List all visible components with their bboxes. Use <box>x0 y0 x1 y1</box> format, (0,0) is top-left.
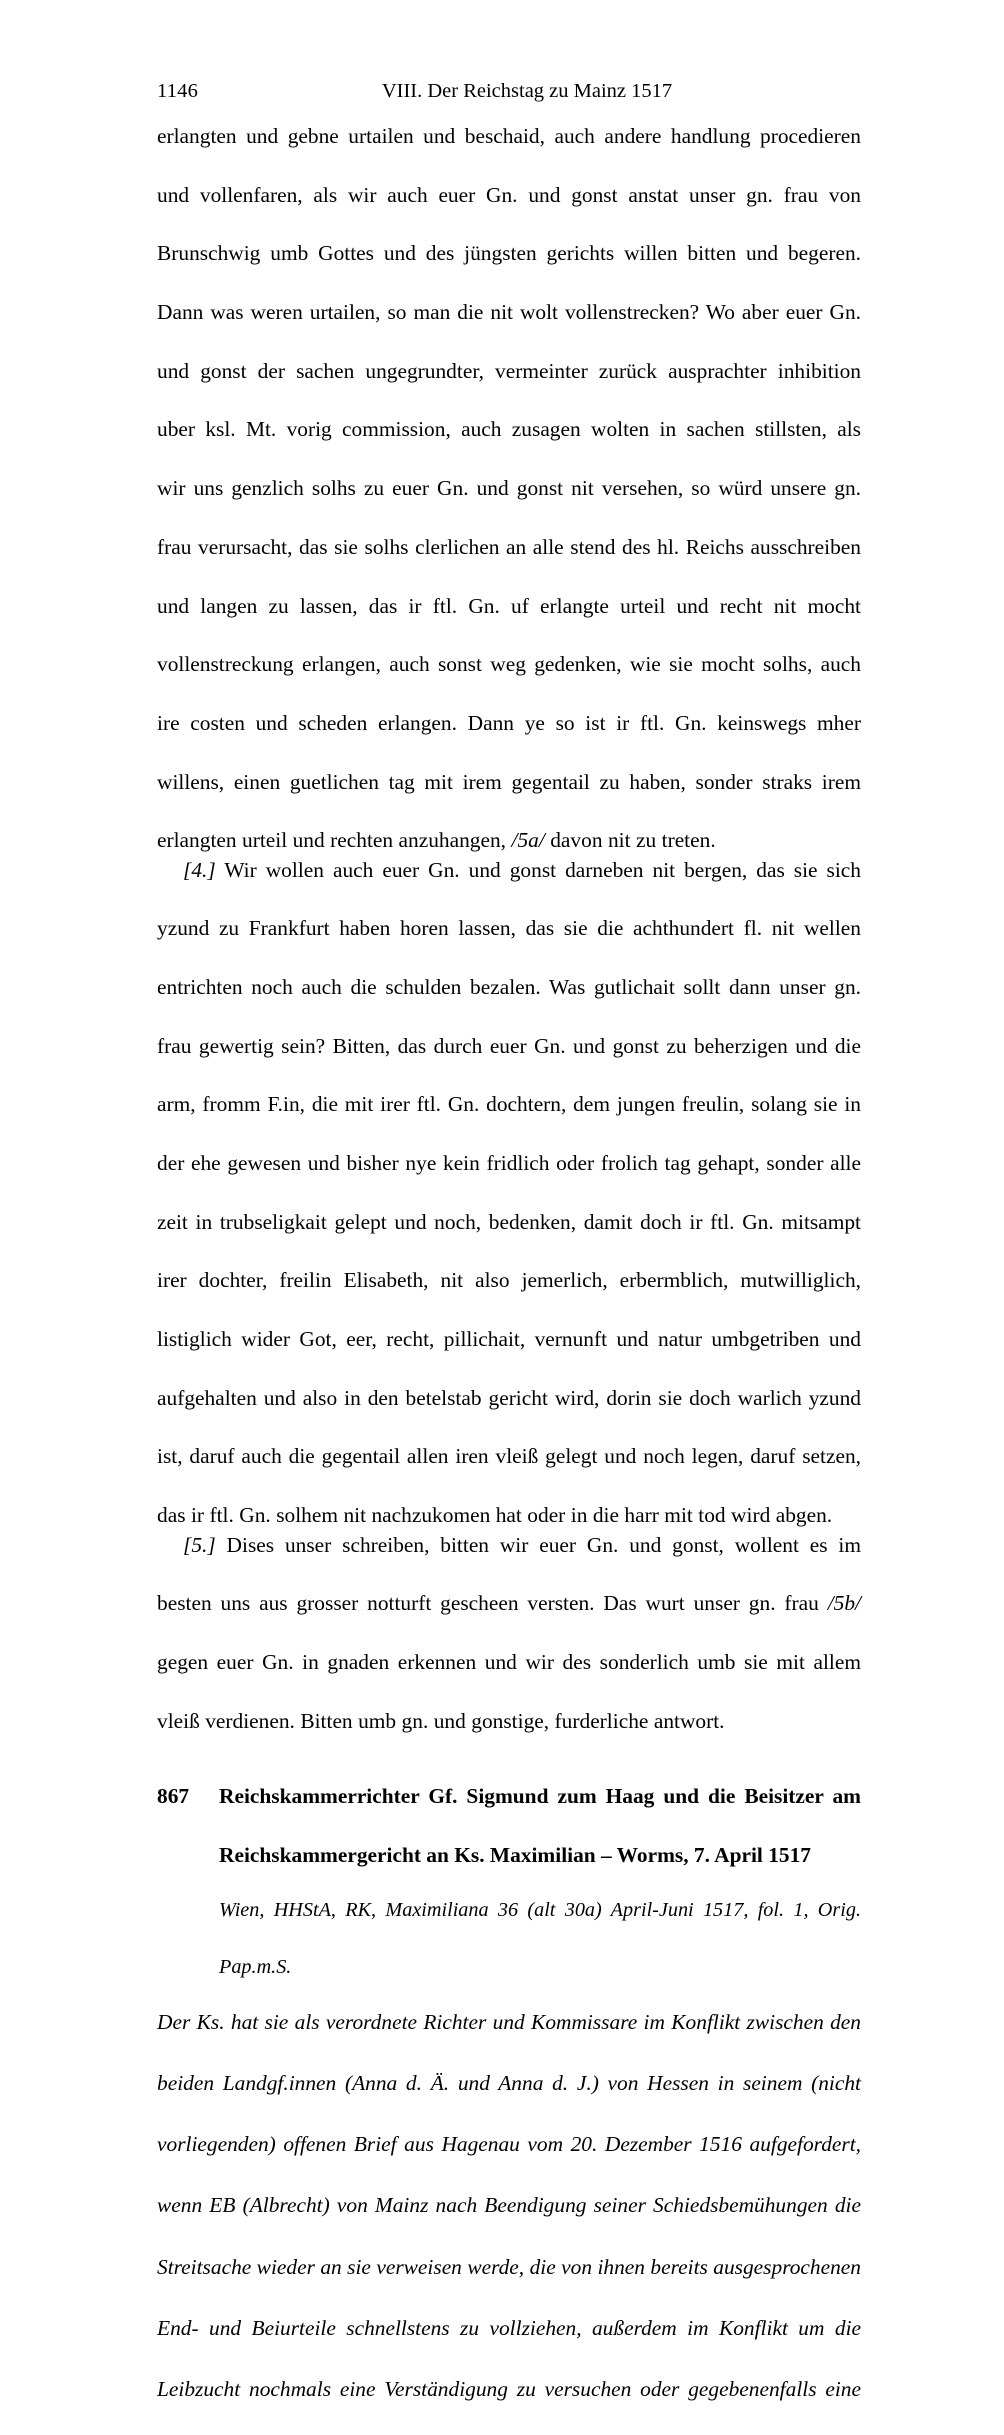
text-run: erlangten urteil und rechten anzuhangen, <box>157 828 507 853</box>
document-number: 867 <box>157 1783 190 1808</box>
regest-line: beiden Landgf.innen (Anna d. Ä. und Anna d. J.) von Hessen in seinem (nicht <box>157 2071 861 2096</box>
text-line <box>157 1531 861 1590</box>
text-line: Dann was weren urtailen, so man die nit wolt vollenstrecken? Wo aber euer Gn. <box>157 300 861 325</box>
text-line-final: das ir ftl. Gn. solhem nit nachzukomen hat oder in die harr mit tod wird abgen. <box>157 1503 833 1528</box>
text-line: aufgehalten und also in den betelstab gericht wird, dorin sie doch warlich yzund <box>157 1385 861 1410</box>
text-line: listiglich wider Got, eer, recht, pillichait, vernunft und natur umbgetriben und <box>157 1327 861 1352</box>
running-header <box>157 74 861 108</box>
text-run: besten uns aus grosser notturft gescheen versten. Das wurt unser gn. frau <box>157 1591 819 1616</box>
text-line: uber ksl. Mt. vorig commission, auch zusagen wolten in sachen stillsten, als <box>157 417 861 442</box>
archival-citation <box>219 1896 861 1982</box>
regest-line: Der Ks. hat sie als verordnete Richter und Kommissare im Konflikt zwischen den <box>157 2009 861 2034</box>
citation-line-1: Wien, HHStA, RK, Maximiliana 36 (alt 30a) April-Juni 1517, fol. 1, Orig. <box>219 1899 861 1922</box>
document-heading <box>157 1782 861 1871</box>
text-run: davon nit zu treten. <box>550 828 716 853</box>
regest-line: Leibzucht nochmals eine Verständigung zu versuchen oder gegebenenfalls eine <box>157 2377 861 2402</box>
folio-marker-5a: /5a/ <box>511 828 545 853</box>
text-line: arm, fromm F.in, die mit irer ftl. Gn. dochtern, dem jungen freulin, solang sie in <box>157 1092 861 1117</box>
page-content <box>157 74 861 2435</box>
text-line <box>157 856 861 915</box>
text-line: zeit in trubseligkait gelept und noch, bedenken, damit doch ir ftl. Gn. mitsampt <box>157 1209 861 1234</box>
text-line: und vollenfaren, als wir auch euer Gn. und gonst anstat unser gn. frau von <box>157 182 861 207</box>
text-line: ire costen und scheden erlangen. Dann ye so ist ir ftl. Gn. keinswegs mher <box>157 710 861 735</box>
text-line: wir uns genzlich solhs zu euer Gn. und gonst nit versehen, so würd unsere gn. <box>157 476 861 501</box>
citation-line-2: Pap.m.S. <box>219 1956 292 1979</box>
text-line: und langen zu lassen, das ir ftl. Gn. uf erlangte urteil und recht nit mocht <box>157 593 861 618</box>
text-line: frau verursacht, das sie solhs clerlichen an alle stend des hl. Reichs ausschreiben <box>157 534 861 559</box>
heading-line-2: Reichskammergericht an Ks. Maximilian – Worms, 7. April 1517 <box>219 1842 811 1867</box>
text-line: und gonst der sachen ungegrundter, vermeinter zurück ausprachter inhibition <box>157 358 861 383</box>
text-line: frau gewertig sein? Bitten, das durch euer Gn. und gonst zu beherzigen und die <box>157 1033 861 1058</box>
text-line: entrichten noch auch die schulden bezalen. Was gutlichait sollt dann unser gn. <box>157 974 861 999</box>
regest-line: wenn EB (Albrecht) von Mainz nach Beendigung seiner Schiedsbemühungen die <box>157 2193 861 2218</box>
regest-summary <box>157 2007 861 2435</box>
text-line: der ehe gewesen und bisher nye kein fridlich oder frolich tag gehapt, sonder alle <box>157 1151 861 1176</box>
text-line <box>157 1589 861 1648</box>
text-line-final <box>157 826 861 855</box>
paragraph-4 <box>157 856 861 1531</box>
document-heading-text <box>219 1782 861 1871</box>
page-number: 1146 <box>157 80 199 102</box>
text-line: irer dochter, freilin Elisabeth, nit also jemerlich, erbermblich, mutwilliglich, <box>157 1268 861 1293</box>
heading-line-1: Reichskammerrichter Gf. Sigmund zum Haag und die Beisitzer am <box>219 1783 861 1808</box>
folio-marker-5b: /5b/ <box>827 1591 861 1616</box>
running-title: VIII. Der Reichstag zu Mainz 1517 <box>381 80 673 102</box>
text-line: willens, einen guetlichen tag mit irem gegentail zu haben, sonder straks irem <box>157 769 861 794</box>
text-run: Wir wollen auch euer Gn. und gonst darneben nit bergen, das sie sich <box>215 857 861 882</box>
text-line: yzund zu Frankfurt haben horen lassen, das sie die achthundert fl. nit wellen <box>157 916 861 941</box>
regest-line: vorliegenden) offenen Brief aus Hagenau vom 20. Dezember 1516 aufgefordert, <box>157 2132 861 2157</box>
text-line: erlangten und gebne urtailen und beschaid, auch andere handlung procedieren <box>157 124 861 148</box>
text-line: ist, daruf auch die gegentail allen iren vleiß gelegt und noch legen, daruf setzen, <box>157 1444 861 1469</box>
regest-line: End- und Beiurteile schnellstens zu vollziehen, außerdem im Konflikt um die <box>157 2315 861 2340</box>
paragraph-5 <box>157 1531 861 1736</box>
text-line: vollenstreckung erlangen, auch sonst weg gedenken, wie sie mocht solhs, auch <box>157 652 861 677</box>
paragraph-continued <box>157 122 861 856</box>
text-line-final: vleiß verdienen. Bitten umb gn. und gonstige, furderliche antwort. <box>157 1708 725 1733</box>
text-line: gegen euer Gn. in gnaden erkennen und wir des sonderlich umb sie mit allem <box>157 1649 861 1674</box>
body-text <box>157 122 861 1736</box>
section-marker-4: [4.] <box>183 857 216 882</box>
regest-line: Streitsache wieder an sie verweisen werde, die von ihnen bereits ausgesprochenen <box>157 2254 861 2279</box>
section-marker-5: [5.] <box>183 1532 216 1557</box>
text-line: Brunschwig umb Gottes und des jüngsten gerichts willen bitten und begeren. <box>157 241 861 266</box>
text-run: Dises unser schreiben, bitten wir euer Gn. und gonst, wollent es im <box>215 1532 861 1557</box>
